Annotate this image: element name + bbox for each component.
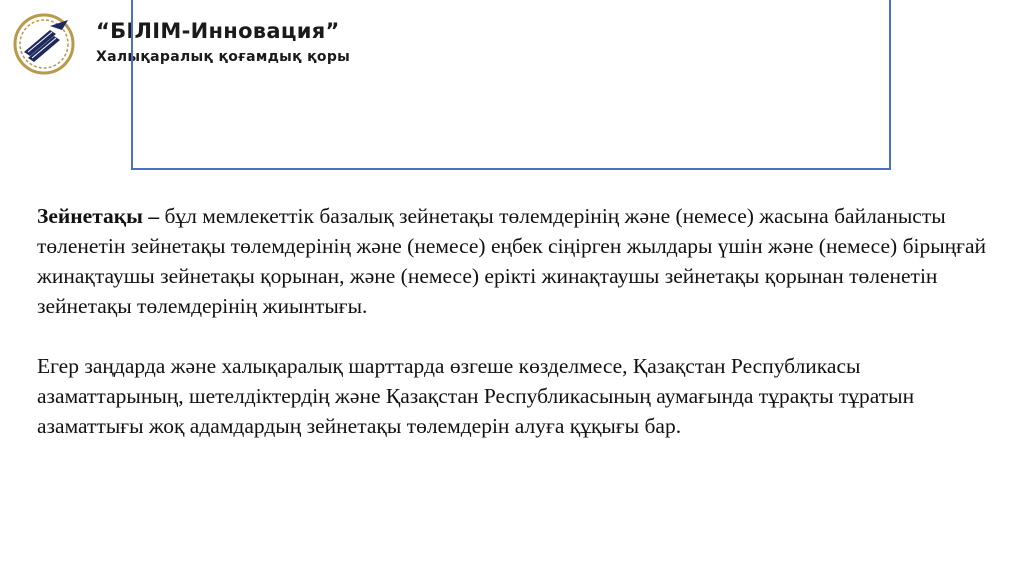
organization-subtitle: Халықаралық қоғамдық қоры	[96, 49, 351, 65]
definition-text: бұл мемлекеттік базалық зейнетақы төлемдерінің және (немесе) жасына байланысты төленетін зейнетақы төлемдерінің және (немесе) еңбек сіңірген жылдары үшін және (немесе) бірыңғай жинақтаушы зейнетақы қорынан, және (немесе) ерікті жинақтаушы зейнетақы қорынан төленетін зейнетақы төлемдерінің жиынтығы.	[37, 204, 987, 318]
definition-term: Зейнетақы –	[37, 204, 160, 228]
decorative-frame	[131, 0, 891, 170]
main-text	[37, 201, 997, 441]
rights-paragraph: Егер заңдарда және халықаралық шарттарда өзгеше көзделмесе, Қазақстан Республикасы азаматтарының, шетелдіктердің және Қазақстан Республикасының аумағында тұрақты тұратын азаматтығы жоқ адамдардың зейнетақы төлемдерін алуға құқығы бар.	[37, 354, 915, 438]
definition-paragraph	[37, 201, 997, 321]
organization-logo	[10, 12, 80, 76]
organization-name: “БІЛІМ-Инновация”	[96, 19, 340, 43]
